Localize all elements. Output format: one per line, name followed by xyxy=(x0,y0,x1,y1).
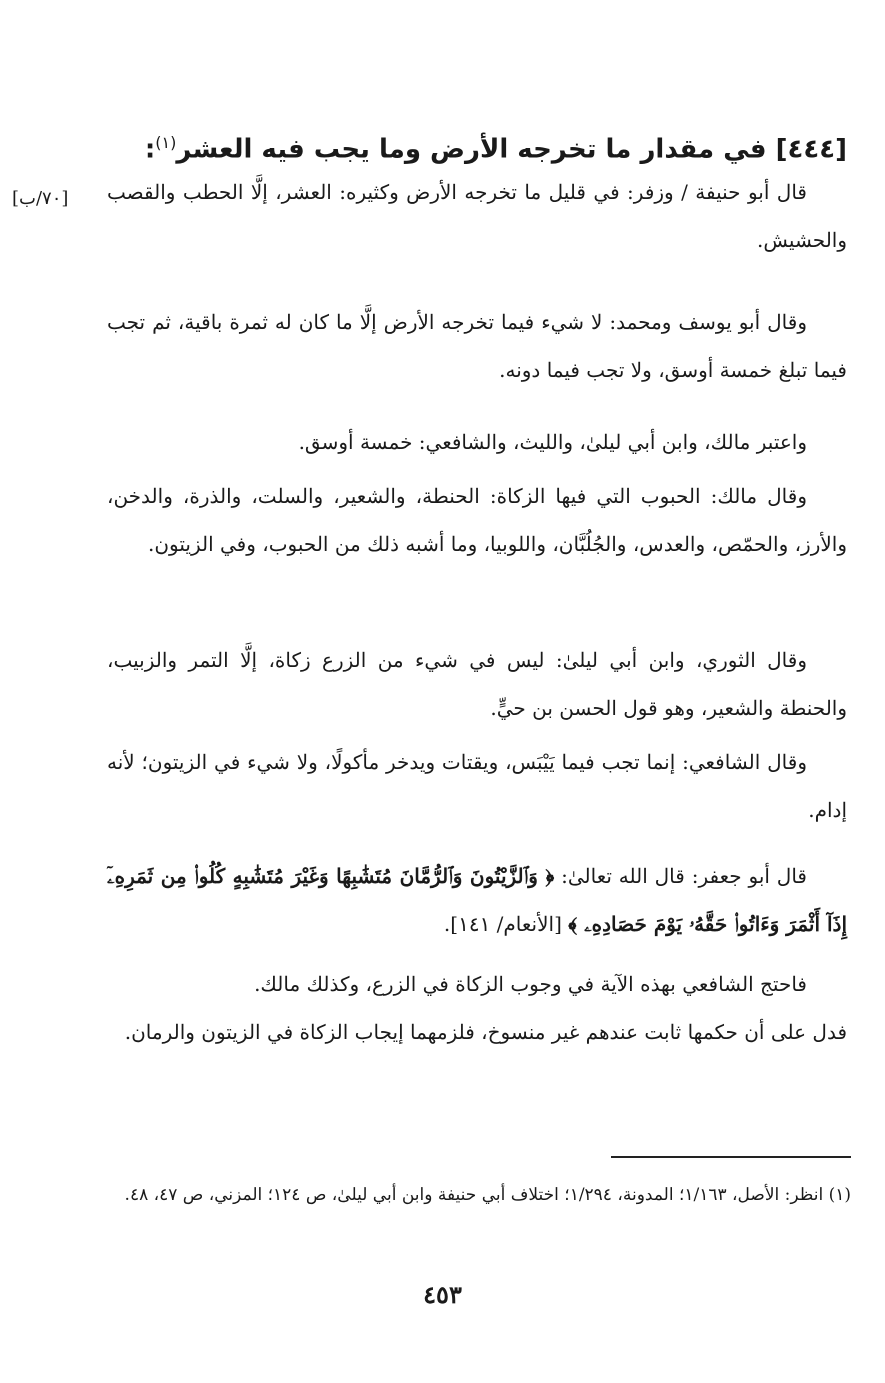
footnote-reference[interactable]: (١) xyxy=(155,133,177,152)
paragraph-quran-citation xyxy=(107,852,847,948)
page-number: ٤٥٣ xyxy=(423,1280,462,1309)
paragraph-malik-wasq: واعتبر مالك، وابن أبي ليلىٰ، والليث، والشافعي: خمسة أوسق. xyxy=(298,430,807,454)
heading-colon: : xyxy=(144,134,156,165)
paragraph-shafii-argument: فاحتج الشافعي بهذه الآية في وجوب الزكاة في الزرع، وكذلك مالك. xyxy=(254,972,807,996)
section-heading xyxy=(87,120,847,173)
quran-intro: قال أبو جعفر: قال الله تعالىٰ: xyxy=(561,864,807,888)
quran-verse: ﴿ وَٱلزَّيْتُونَ وَٱلرُّمَّانَ مُتَشَٰبِهًا وَغَيْرَ مُتَشَٰبِهٍ كُلُوا۟ مِن ثَمَرِهِۦٓ إِذَآ أَثْمَرَ وَءَاتُوا۟ حَقَّهُۥ يَوْمَ حَصَادِهِۦ ﴾ xyxy=(107,864,847,936)
paragraph-malik-grains: وقال مالك: الحبوب التي فيها الزكاة: الحنطة، والشعير، والسلت، والذرة، والدخن، والأرز، والحمّص، والعدس، والجُلُبَّان، واللوبيا، وما أشبه ذلك من الحبوب، وفي الزيتون. xyxy=(107,484,847,556)
section-number: [٤٤٤] xyxy=(775,134,847,165)
paragraph-thawri: وقال الثوري، وابن أبي ليلىٰ: ليس في شيء من الزرع زكاة، إلَّا التمر والزبيب، والحنطة والشعير، وهو قول الحسن بن حيٍّ. xyxy=(107,648,847,720)
manuscript-folio-marker: [٧٠/ب] xyxy=(12,188,69,209)
section-title: في مقدار ما تخرجه الأرض وما يجب فيه العشر xyxy=(176,134,767,165)
footnote-divider xyxy=(611,1156,851,1158)
quran-reference: [الأنعام/ ١٤١]. xyxy=(443,912,562,936)
paragraph-abu-hanifa: قال أبو حنيفة / وزفر: في قليل ما تخرجه الأرض وكثيره: العشر، إلَّا الحطب والقصب والحشيش. xyxy=(107,180,847,252)
footnote: (١) انظر: الأصل، ١/١٦٣؛ المدونة، ١/٢٩٤؛ اختلاف أبي حنيفة وابن أبي ليلىٰ، ص ١٢٤؛ المزني، ص ٤٧، ٤٨. xyxy=(124,1185,851,1205)
paragraph-conclusion: فدل على أن حكمها ثابت عندهم غير منسوخ، فلزمهما إيجاب الزكاة في الزيتون والرمان. xyxy=(124,1020,847,1044)
paragraph-abu-yusuf: وقال أبو يوسف ومحمد: لا شيء فيما تخرجه الأرض إلَّا ما كان له ثمرة باقية، ثم تجب فيما تبلغ خمسة أوسق، ولا تجب فيما دونه. xyxy=(107,310,847,382)
paragraph-shafii: وقال الشافعي: إنما تجب فيما يَيْبَس، ويقتات ويدخر مأكولًا، ولا شيء في الزيتون؛ لأنه إدام. xyxy=(107,750,847,822)
